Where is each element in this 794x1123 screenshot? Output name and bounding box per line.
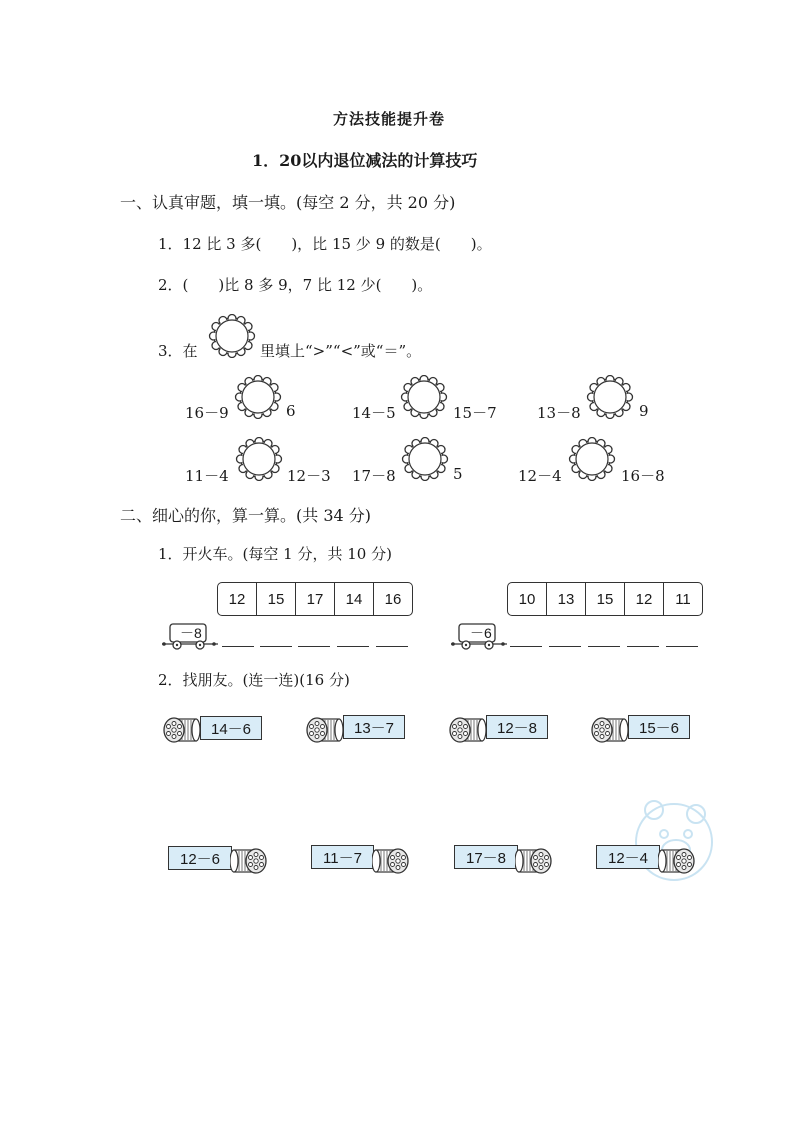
compare-left-3: 13－8 — [537, 404, 581, 422]
flower-icon[interactable] — [585, 375, 635, 419]
log-wheel-icon — [448, 714, 486, 744]
match-card-bottom-1[interactable]: 12－6 — [168, 846, 232, 870]
question-1-3-prefix: 3．在 — [158, 342, 198, 360]
answer-blank[interactable] — [588, 646, 620, 647]
log-wheel-icon — [590, 714, 628, 744]
answer-blank[interactable] — [666, 646, 698, 647]
compare-left-2: 14－5 — [352, 404, 396, 422]
flower-icon[interactable] — [400, 437, 450, 481]
train-car: 14 — [335, 583, 374, 615]
train-engine-label: －8 — [180, 625, 202, 641]
compare-left-4: 11－4 — [185, 467, 229, 485]
train-car: 13 — [547, 583, 586, 615]
answer-blank[interactable] — [260, 646, 292, 647]
compare-right-5: 5 — [453, 465, 463, 483]
compare-left-5: 17－8 — [352, 467, 396, 485]
flower-icon[interactable] — [234, 437, 284, 481]
page-subtitle: 1．20以内退位减法的计算技巧 — [252, 151, 478, 170]
page-title: 方法技能提升卷 — [333, 110, 446, 128]
train-car: 10 — [508, 583, 547, 615]
match-card-top-2[interactable]: 13－7 — [343, 715, 405, 739]
train-car: 11 — [675, 590, 691, 608]
match-card-bottom-4[interactable]: 12－4 — [596, 845, 660, 869]
log-wheel-icon — [658, 845, 696, 875]
flower-icon[interactable] — [233, 375, 283, 419]
log-wheel-icon — [305, 714, 343, 744]
answer-blank[interactable] — [627, 646, 659, 647]
match-card-bottom-3[interactable]: 17－8 — [454, 845, 518, 869]
question-2-1: 1．开火车。(每空 1 分，共 10 分) — [158, 545, 392, 563]
compare-left-6: 12－4 — [518, 467, 562, 485]
compare-right-2: 15－7 — [453, 404, 497, 422]
compare-left-1: 16－9 — [185, 404, 229, 422]
log-wheel-icon — [162, 714, 200, 744]
question-1-3-suffix: 里填上“>”“<”或“＝”。 — [260, 342, 422, 360]
match-card-bottom-2[interactable]: 11－7 — [311, 845, 374, 869]
compare-right-3: 9 — [639, 402, 649, 420]
train-car: 15 — [257, 583, 296, 615]
match-card-top-1[interactable]: 14－6 — [200, 716, 262, 740]
flower-icon[interactable] — [399, 375, 449, 419]
section-1-heading: 一、认真审题，填一填。(每空 2 分，共 20 分) — [120, 193, 456, 212]
log-wheel-icon — [372, 845, 410, 875]
train-car: 17 — [296, 583, 335, 615]
train-cars-1 — [217, 582, 413, 616]
section-2-heading: 二、细心的你，算一算。(共 34 分) — [120, 506, 372, 525]
train-engine-label: －6 — [470, 625, 492, 641]
compare-right-6: 16－8 — [621, 467, 665, 485]
question-2-2: 2．找朋友。(连一连)(16 分) — [158, 671, 350, 689]
answer-blank[interactable] — [337, 646, 369, 647]
train-car: 15 — [586, 583, 625, 615]
train-car: 12 — [218, 583, 257, 615]
question-1-1: 1．12 比 3 多( )，比 15 少 9 的数是( )。 — [158, 235, 492, 253]
train-car: 16 — [384, 590, 402, 608]
train-cars-2 — [507, 582, 703, 616]
answer-blank[interactable] — [298, 646, 330, 647]
compare-right-1: 6 — [286, 402, 296, 420]
answer-blank[interactable] — [376, 646, 408, 647]
answer-blank[interactable] — [549, 646, 581, 647]
match-card-top-4[interactable]: 15－6 — [628, 715, 690, 739]
log-wheel-icon — [515, 845, 553, 875]
log-wheel-icon — [230, 845, 268, 875]
flower-icon[interactable] — [567, 437, 617, 481]
answer-blank[interactable] — [510, 646, 542, 647]
answer-blank[interactable] — [222, 646, 254, 647]
flower-icon — [207, 314, 257, 358]
question-1-2: 2．( )比 8 多 9，7 比 12 少( )。 — [158, 276, 433, 294]
compare-right-4: 12－3 — [287, 467, 331, 485]
train-car: 12 — [625, 583, 664, 615]
match-card-top-3[interactable]: 12－8 — [486, 715, 548, 739]
